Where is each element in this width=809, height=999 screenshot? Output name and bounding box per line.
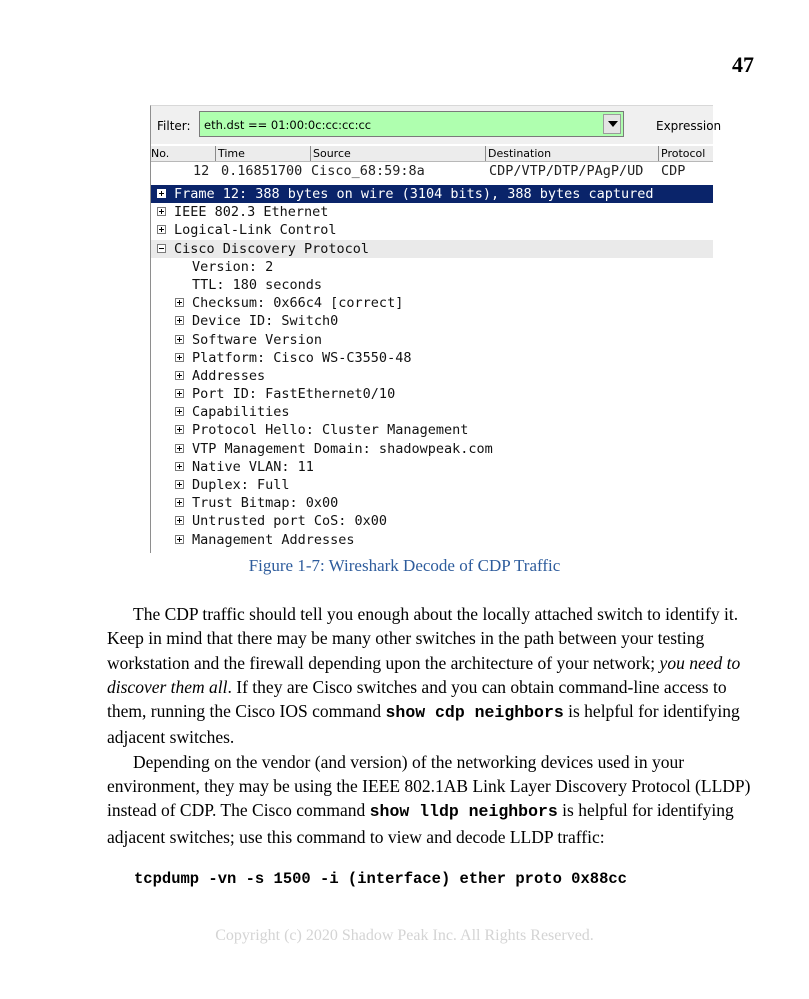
tree-row[interactable]: [151, 276, 713, 294]
filter-label: Filter:: [157, 119, 191, 133]
tree-row-label: Untrusted port CoS: 0x00: [192, 513, 388, 530]
column-separator[interactable]: [658, 146, 659, 161]
paragraph-text: is helpful for identifying adjacent switches; use this command to view and decode LLDP traffic:: [107, 800, 734, 847]
expand-icon[interactable]: [175, 371, 184, 380]
tree-row[interactable]: [151, 312, 713, 330]
tree-row-label: Duplex: Full: [192, 477, 290, 493]
page-number: 47: [732, 52, 754, 77]
tree-row-label: VTP Management Domain: shadowpeak.com: [192, 440, 493, 457]
filter-toolbar: [151, 106, 722, 144]
tree-row[interactable]: [151, 531, 713, 549]
expand-icon[interactable]: [157, 189, 166, 198]
expand-icon[interactable]: [175, 389, 184, 398]
expression-button[interactable]: Expression: [656, 119, 722, 133]
inline-command: show cdp neighbors: [385, 703, 564, 723]
tree-row-label: Device ID: Switch0: [192, 313, 339, 330]
expand-icon[interactable]: [175, 353, 184, 362]
tree-row-label: Version: 2: [192, 258, 274, 275]
column-header-source[interactable]: Source: [313, 147, 351, 160]
expand-icon[interactable]: [175, 480, 184, 489]
column-header-destination[interactable]: Destination: [488, 147, 552, 160]
tree-row[interactable]: [151, 421, 713, 439]
expand-icon[interactable]: [175, 444, 184, 453]
tree-row[interactable]: [151, 294, 713, 312]
packet-time: 0.16851700: [221, 163, 303, 179]
packet-no: 12: [193, 163, 210, 179]
tree-row-label: Addresses: [192, 367, 266, 384]
filter-value: eth.dst == 01:00:0c:cc:cc:cc: [204, 118, 372, 132]
tree-row[interactable]: [151, 458, 713, 476]
packet-source: Cisco_68:59:8a: [311, 163, 425, 179]
paragraph-text: . If they are Cisco switches and you can obtain command-line access to them, running the Cisco IOS command: [107, 676, 727, 722]
expand-icon[interactable]: [175, 407, 184, 416]
tree-row-label: Native VLAN: 11: [192, 458, 314, 475]
paragraph-text: The CDP traffic should tell you enough about the locally attached switch to identify it. Keep in mind that there may be many other switches in the path between your testing workstation and the firewall depending upon the architecture of your network;: [107, 604, 739, 673]
packet-list-header: [151, 146, 713, 162]
expand-icon[interactable]: [175, 516, 184, 525]
expand-icon[interactable]: [175, 535, 184, 544]
packet-row[interactable]: [151, 162, 713, 180]
column-separator[interactable]: [310, 146, 311, 161]
tree-row[interactable]: [151, 185, 713, 203]
column-header-protocol[interactable]: Protocol: [661, 147, 706, 160]
expand-icon[interactable]: [175, 425, 184, 434]
tree-row[interactable]: [151, 512, 713, 530]
paragraph: [107, 602, 759, 750]
tree-row[interactable]: [151, 440, 713, 458]
expand-icon[interactable]: [175, 462, 184, 471]
tree-row-label: TTL: 180 seconds: [192, 276, 323, 293]
tree-row-label: Software Version: [192, 331, 323, 348]
wireshark-screenshot: [150, 105, 722, 553]
tree-row[interactable]: [151, 258, 713, 276]
tree-row[interactable]: [151, 203, 713, 221]
packet-protocol: CDP: [661, 163, 686, 179]
expand-icon[interactable]: [175, 335, 184, 344]
tree-row-label: IEEE 802.3 Ethernet: [174, 204, 329, 221]
tree-row[interactable]: [151, 240, 713, 258]
paragraph: [107, 750, 759, 849]
inline-command: show lldp neighbors: [369, 802, 558, 822]
tree-row[interactable]: [151, 494, 713, 512]
copyright-footer: Copyright (c) 2020 Shadow Peak Inc. All Rights Reserved.: [215, 927, 594, 944]
emphasis-text: you need to discover them all: [107, 652, 741, 697]
packet-destination: CDP/VTP/DTP/PAgP/UD: [489, 163, 644, 179]
column-separator[interactable]: [215, 146, 216, 161]
tree-row[interactable]: [151, 331, 713, 349]
paragraph-text: Depending on the vendor (and version) of the networking devices used in your environment, they may be using the IEEE 802.1AB Link Layer Discovery Protocol (LLDP) instead of CDP. The Cisco command: [107, 751, 751, 821]
tree-row-label: Protocol Hello: Cluster Management: [192, 422, 469, 439]
tree-row[interactable]: [151, 367, 713, 385]
tree-row[interactable]: [151, 403, 713, 421]
tree-row[interactable]: [151, 349, 713, 367]
filter-input[interactable]: [199, 111, 624, 137]
column-separator[interactable]: [485, 146, 486, 161]
column-header-no[interactable]: No.: [151, 147, 170, 160]
column-header-time[interactable]: Time: [218, 147, 245, 160]
tree-row-label: Port ID: FastEthernet0/10: [192, 386, 396, 403]
tree-row-label: Logical-Link Control: [174, 222, 337, 239]
tree-row-label: Trust Bitmap: 0x00: [192, 495, 339, 512]
expand-icon[interactable]: [175, 498, 184, 507]
tree-row-label: Platform: Cisco WS-C3550-48: [192, 349, 412, 366]
tree-row[interactable]: [151, 221, 713, 239]
tree-row-label: Checksum: 0x66c4 [correct]: [192, 295, 404, 312]
collapse-icon[interactable]: [157, 244, 166, 253]
tree-row-label: Cisco Discovery Protocol: [174, 240, 370, 257]
paragraph-text: is helpful for identifying adjacent switches.: [107, 701, 740, 748]
tree-row[interactable]: [151, 385, 713, 403]
expand-icon[interactable]: [157, 207, 166, 216]
packet-detail-tree: [151, 185, 713, 549]
tree-row[interactable]: [151, 476, 713, 494]
expand-icon[interactable]: [175, 298, 184, 307]
tree-row-label: Frame 12: 388 bytes on wire (3104 bits), 388 bytes captured: [174, 186, 654, 202]
tree-row-label: Management Addresses: [192, 531, 355, 548]
tree-row-label: Capabilities: [192, 404, 290, 421]
filter-dropdown-button[interactable]: [603, 114, 621, 134]
expand-icon[interactable]: [175, 316, 184, 325]
body-text: [107, 602, 759, 849]
expand-icon[interactable]: [157, 225, 166, 234]
command-line: tcpdump -vn -s 1500 -i (interface) ether proto 0x88cc: [134, 870, 627, 888]
figure-caption: Figure 1-7: Wireshark Decode of CDP Traffic: [248, 556, 561, 575]
